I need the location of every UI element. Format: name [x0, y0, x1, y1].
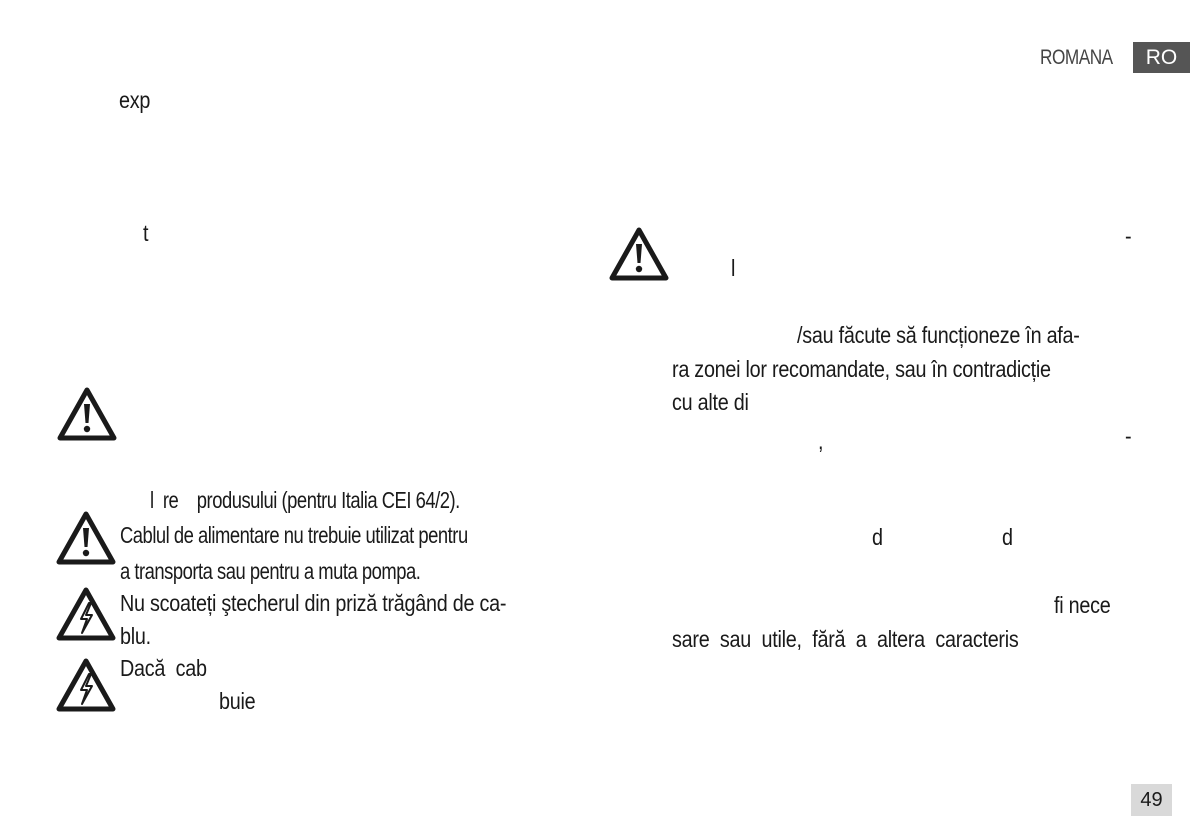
hyphen-1: - — [1125, 223, 1132, 249]
cable-warning-line-1: Cablul de alimentare nu trebuie utilizat pentru — [120, 522, 468, 548]
cable-warning-line-2: a transporta sau pentru a muta pompa. — [120, 558, 421, 584]
page-number: 49 — [1131, 784, 1172, 816]
electrical-hazard-triangle-icon — [55, 586, 117, 642]
damaged-cable-line-2: buie — [219, 688, 256, 714]
paragraph-line-sau: /sau făcute să funcționeze în afa- — [797, 322, 1080, 348]
language-code-badge: RO — [1133, 42, 1190, 73]
plug-warning-line-2: blu. — [120, 623, 151, 649]
electrical-hazard-triangle-icon — [55, 657, 117, 713]
plug-warning-line-1: Nu scoateți ştecherul din priză trăgând de ca- — [120, 590, 507, 616]
language-label: ROMANA — [1040, 46, 1113, 69]
warning-triangle-exclamation-icon — [56, 386, 118, 442]
fragment-exp: exp — [119, 87, 151, 113]
hyphen-2: - — [1125, 423, 1132, 449]
paragraph-line-sare: sare sau utile, fără a altera caracteris — [672, 626, 1019, 652]
warning-triangle-exclamation-icon — [608, 226, 670, 282]
paragraph-line-cu: cu alte di — [672, 389, 749, 415]
fragment-d-2: d — [1002, 524, 1013, 550]
fragment-d-1: d — [872, 524, 883, 550]
fragment-fi-nece: fi nece — [1054, 592, 1111, 618]
warning-triangle-exclamation-icon — [55, 510, 117, 566]
paragraph-line-zonei: ra zonei lor recomandate, sau în contradicție — [672, 356, 1051, 382]
fragment-product-italia: l re produsului (pentru Italia CEI 64/2). — [150, 487, 460, 513]
comma-fragment: , — [818, 428, 824, 454]
fragment-l: l — [731, 255, 736, 281]
fragment-t: t — [143, 220, 149, 246]
damaged-cable-line-1: Dacă cab — [120, 655, 207, 681]
